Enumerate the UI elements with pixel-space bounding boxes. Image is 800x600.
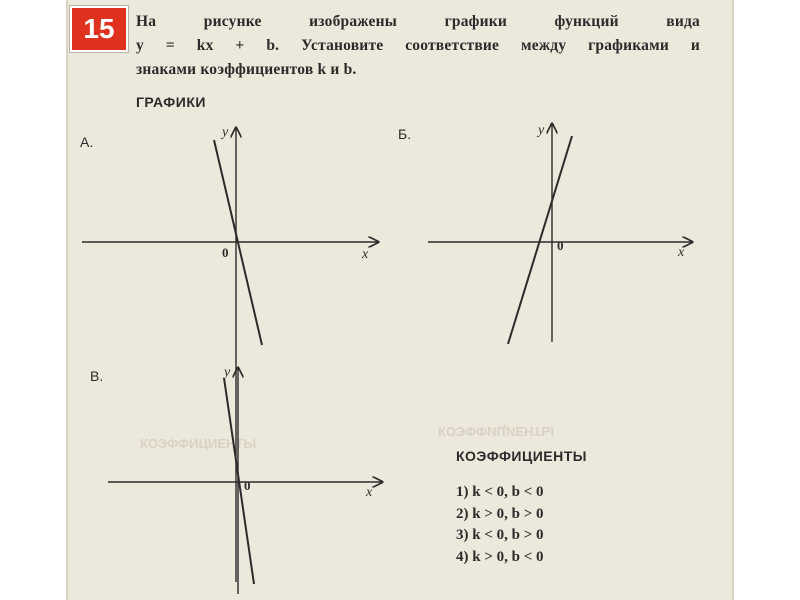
graph-a-origin: 0 <box>222 245 229 260</box>
graph-v-origin: 0 <box>244 478 251 493</box>
graph-b-origin: 0 <box>557 238 564 253</box>
coefficients-list <box>456 482 544 568</box>
graph-v <box>108 365 382 594</box>
coefficient-option-1: 1) k < 0, b < 0 <box>456 484 544 500</box>
coefficients-title: КОЭФФИЦИЕНТЫ <box>456 448 587 464</box>
panel-a-label: А. <box>80 134 94 150</box>
task-number-badge: 15 <box>70 6 128 52</box>
coefficient-option-4: 4) k > 0, b < 0 <box>456 548 544 565</box>
panel-b-label: Б. <box>398 126 412 142</box>
task-line-2: y = kx + b. Установите соответствие между графиками и <box>136 37 700 54</box>
graph-a <box>82 125 378 582</box>
graph-b-x-label: x <box>678 245 685 260</box>
task-line-3: знаками коэффициентов k и b. <box>136 61 357 78</box>
graphs-title: ГРАФИКИ <box>136 94 206 110</box>
graph-b <box>428 123 692 344</box>
graph-a-x-label: x <box>362 247 369 262</box>
ghost-mirrored-title: КОЭФФИЦИЕНТЫ <box>438 424 555 439</box>
graph-a-y-label: y <box>222 125 229 140</box>
coefficient-option-2: 2) k > 0, b > 0 <box>456 505 544 522</box>
graph-v-x-label: x <box>366 485 373 500</box>
graph-v-y-label: y <box>224 365 231 380</box>
ghost-coefficients-title: КОЭФФИЦИЕНТЫ <box>140 436 257 451</box>
graph-b-y-label: y <box>538 123 545 138</box>
coefficient-option-3: 3) k < 0, b > 0 <box>456 527 544 543</box>
task-line-1: На рисунке изображены графики функций вида <box>136 13 700 30</box>
panel-v-label: В. <box>90 368 104 384</box>
